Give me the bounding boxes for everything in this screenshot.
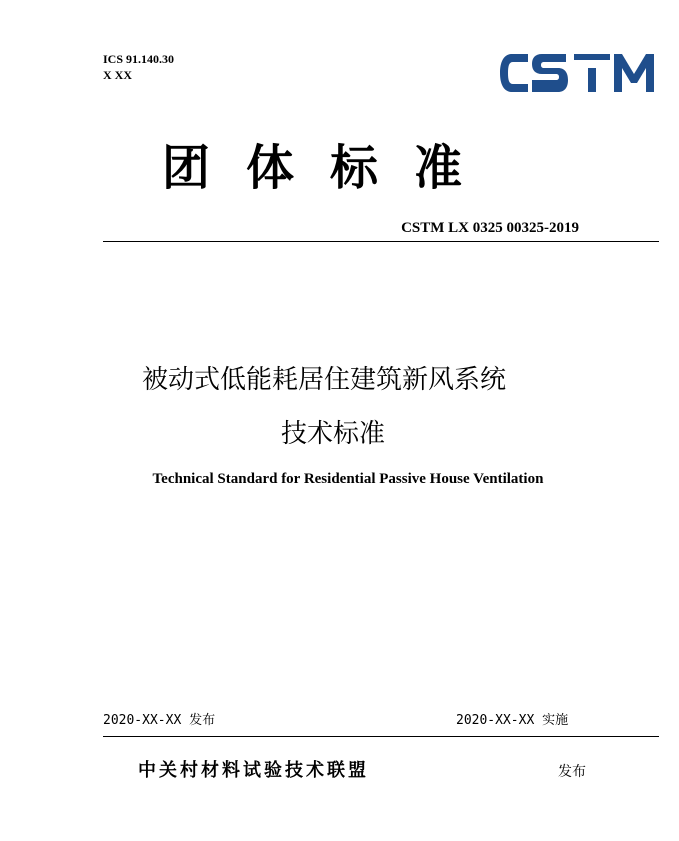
cstm-logo	[498, 50, 658, 96]
issue-date: 2020-XX-XX 发布	[103, 713, 216, 728]
publisher-name: 中关村材料试验技术联盟	[138, 760, 369, 781]
title-en: Technical Standard for Residential Passive House Ventilation	[152, 471, 544, 487]
standard-type-heading: 团体标准	[162, 140, 499, 196]
standard-number: CSTM LX 0325 00325-2019	[401, 220, 579, 236]
ics-code: ICS 91.140.30	[103, 52, 175, 66]
classification-code: X XX	[103, 68, 132, 82]
implementation-date: 2020-XX-XX 实施	[456, 713, 569, 728]
publish-label: 发布	[558, 764, 586, 780]
title-zh-line1: 被动式低能耗居住建筑新风系统	[142, 365, 507, 395]
top-divider	[103, 241, 659, 242]
title-zh-line2: 技术标准	[281, 419, 386, 449]
bottom-divider	[103, 736, 659, 737]
